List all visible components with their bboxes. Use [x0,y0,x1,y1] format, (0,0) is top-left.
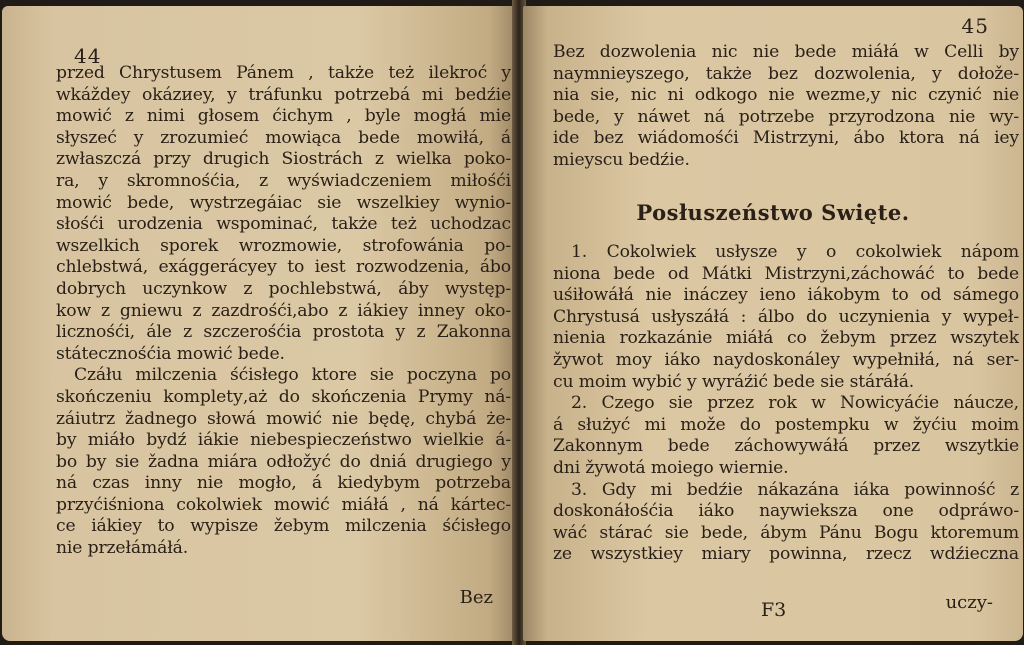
text-line: nie przełámáłá. [56,538,189,559]
text-line: mowić z nimi głosem ćichym , byle mogłá mie [56,106,511,127]
text-line: zwłaszczá przy drugich Siostrách z wielka poko- [56,149,511,170]
text-line: kow z gniewu z zazdrośći,abo z iákiey inney oko- [56,300,511,321]
text-line: chlebstwá, exággerácyey to iest rozwodzenia, ábo [56,257,511,278]
text-line: 3. Gdy mi bedźie nákazána iáka powinność z [571,479,1019,500]
right-page [523,6,1023,641]
text-line: słyszeć y zrozumieć mowiąca bede mowiłá, á [56,127,511,148]
right-page-number: 45 [961,14,989,38]
text-line: doskonáłośćia iáko naywieksza one odpráwo- [553,501,1019,522]
text-line: Czáłu milczenia śćisłego ktore sie poczyna po [74,365,511,386]
text-line: Zakonnym bede záchowywáłá przez wszytkie [553,436,1019,457]
text-line: przyćiśniona cokolwiek mowić miáłá , ná kártec- [56,494,511,515]
left-page [2,6,515,641]
text-line: ce iákiey to wypisze žebym milczenia śćisłego [56,516,511,537]
text-line: bede, y náwet ná potrzebe przyrodzona nie wy- [553,106,1019,127]
text-line: licznośći, ále z szczerośćia prostota y z Zakonna [56,322,511,343]
text-line: Chrystusá usłyszáłá : álbo do uczynienia y wypeł- [553,306,1019,327]
text-line: ze wszystkiey miary powinna, rzecz wdźieczna [553,544,1019,565]
text-line: ná czas inny nie mogło, á kiedybym potrzeba [56,473,511,494]
text-line: 2. Czego sie przez rok w Nowicyáćie náucze, [571,393,1019,414]
text-line: cu moim wybić y wyráźić bede sie stáráłá. [553,371,915,392]
text-line: dni žywotá moiego wiernie. [553,457,789,478]
text-line: niona bede od Mátki Mistrzyni,záchowáć to bede [553,263,1019,284]
text-line: wáć stárać sie bede, ábym Pánu Bogu ktoremum [553,522,1019,543]
text-line: mowić bede, wystrzegáiac sie wszelkiey wynio- [56,192,511,213]
text-line: žywot moy iáko naydoskonáley wypełniłá, ná ser- [553,349,1019,370]
text-line: wszelkich sporek wrozmowie, strofowánia po- [56,235,511,256]
text-line: nia sie, nic ni odkogo nie wezme,y nic czynić nie [553,85,1019,106]
text-line: á służyć mi može do postempku w žyćiu moim [553,414,1019,435]
right-catchword: uczy- [945,592,993,613]
text-line: dobrych uczynkow z pochlebstwá, áby występ- [56,278,511,299]
text-line: uśiłowáłá nie ináczey ieno iákobym to od sámego [553,285,1019,306]
section-heading: Posłuszeństwo Swięte. [636,200,910,225]
signature-mark: F3 [761,599,787,621]
text-line: wkáždey okázиey, y tráfunku potrzebá mi bedźie [56,84,511,105]
text-line: Bez dozwolenia nic nie bede miáłá w Celli by [553,42,1019,62]
text-line: przed Chrystusem Pánem , także też ilekroć y [56,63,511,83]
text-line: bo by sie žadna miára odłožyć do dniá drugiego y [56,451,511,472]
text-line: záiutrz žadnego słowá mowić nie będę, chybá że- [56,408,511,429]
text-line: 1. Cokolwiek usłysze y o cokolwiek nápom [571,242,1019,262]
left-page-number: 44 [74,44,102,68]
text-line: skończeniu kompletу,aż do skończenia Prymy ná- [56,386,511,407]
text-line: naymnieyszego, także bez dozwolenia, y dołože- [553,63,1019,84]
text-line: mieyscu bedźie. [553,149,690,170]
right-page-text-body [553,242,1019,566]
right-page-text [553,42,1019,172]
text-line: státecznośćia mowić bede. [56,343,285,364]
text-line: ide bez wiádomośći Mistrzyni, ábo ktora ná iey [553,128,1019,149]
text-line: by miáło bydź iákie niebespieczeństwo wielkie á- [56,430,511,451]
text-line: słośći urodzenia wspominać, także też uchodzac [56,214,511,235]
text-line: nienia rozkazánie miáłá co žebym przez wszytek [553,328,1019,349]
left-catchword: Bez [459,587,493,608]
left-page-text [56,63,511,560]
text-line: ra, y skromnośćia, z wyświadczeniem miłośći [56,170,511,191]
